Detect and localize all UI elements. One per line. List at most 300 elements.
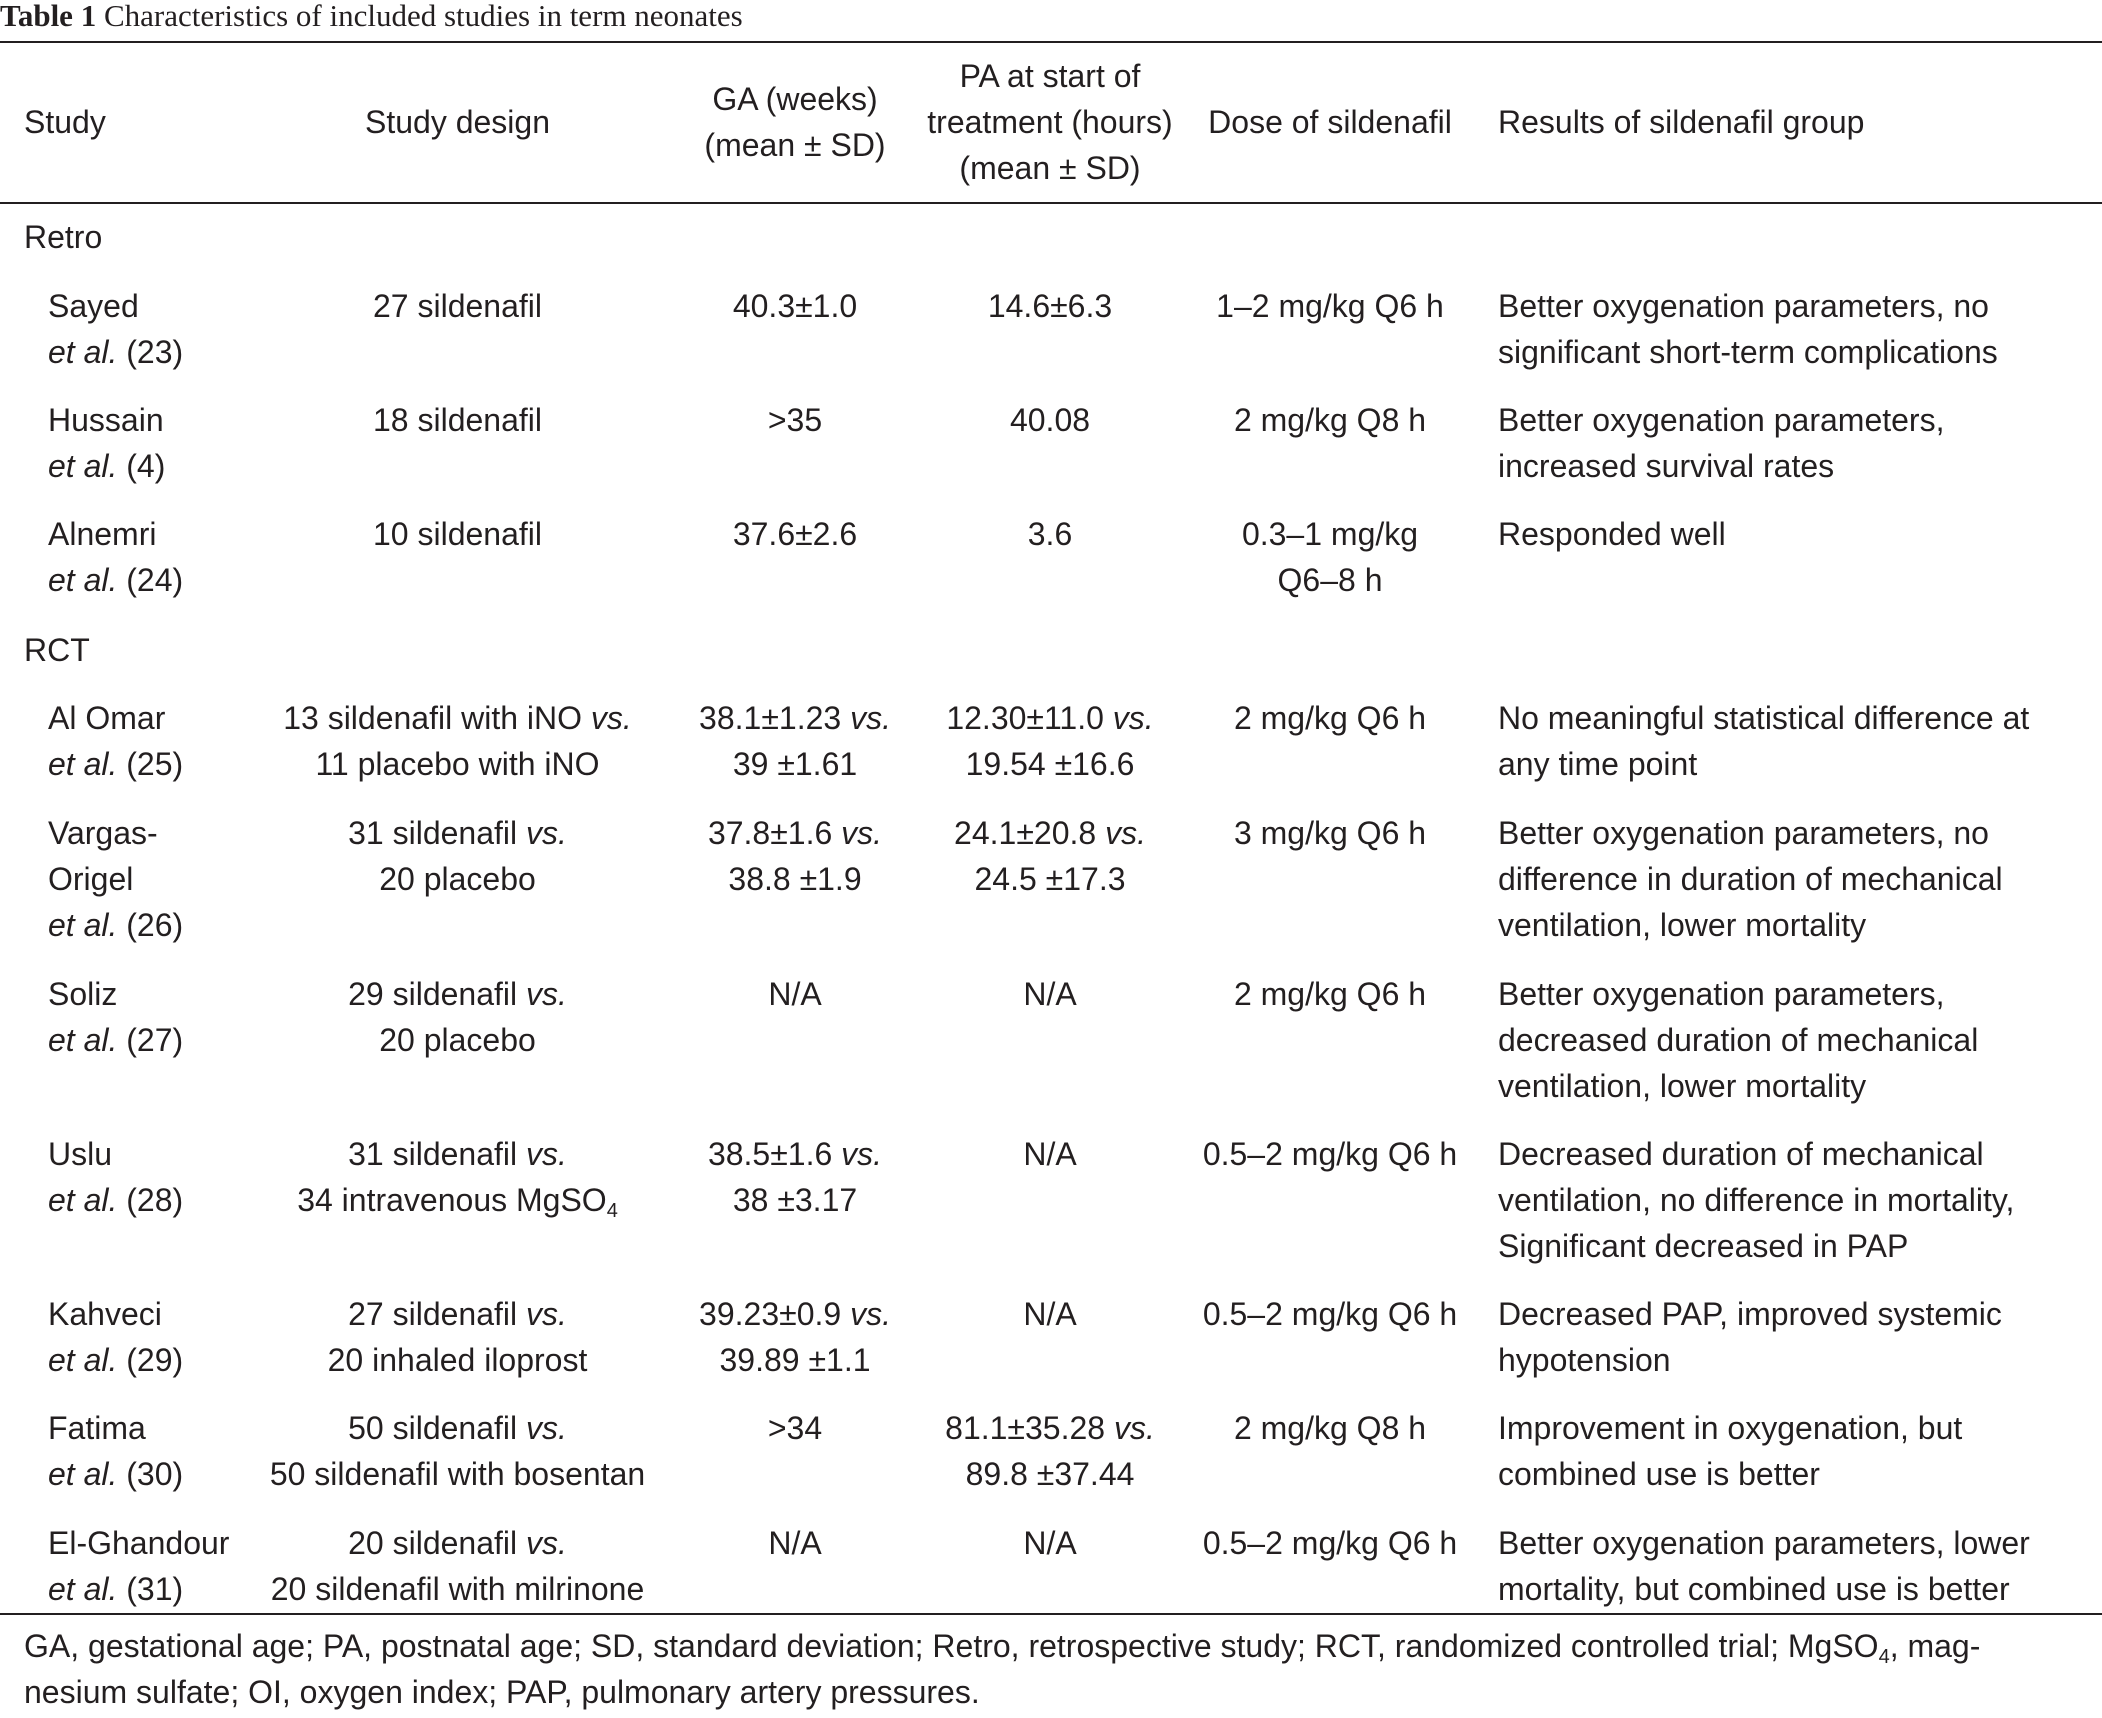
cell-dose — [1180, 511, 1480, 603]
cell-line — [255, 1451, 660, 1497]
header-line: Study design — [364, 104, 550, 140]
cell-line — [920, 741, 1180, 787]
cell-design — [255, 283, 660, 329]
text: combined use is better — [1498, 1456, 1820, 1492]
header-line: GA (weeks) — [712, 81, 878, 117]
cell-line — [670, 856, 920, 902]
cell-pa — [920, 1405, 1180, 1497]
table-caption — [0, 0, 2102, 40]
emphasis: et al. — [48, 746, 118, 782]
cell-line — [670, 283, 920, 329]
cell-line — [255, 1566, 660, 1612]
cell-line — [1498, 1566, 2098, 1612]
text: N/A — [1023, 1525, 1077, 1561]
text: 10 sildenafil — [373, 516, 542, 552]
footnote-text-c: nesium sulfate; OI, oxygen index; PAP, pulmonary artery pressures. — [24, 1674, 980, 1710]
cell-line — [1180, 695, 1480, 741]
emphasis: et al. — [48, 334, 118, 370]
text: (28) — [117, 1182, 184, 1218]
cell-dose — [1180, 1291, 1480, 1337]
cell-study — [48, 283, 254, 375]
text: 50 sildenafil — [348, 1410, 526, 1446]
text: 13 sildenafil with iNO — [283, 700, 591, 736]
text: 20 inhaled iloprost — [327, 1342, 588, 1378]
text: >35 — [767, 402, 823, 438]
table-title: Characteristics of included studies in term neonates — [103, 0, 743, 33]
cell-line — [48, 856, 254, 902]
cell-line — [670, 1337, 920, 1383]
text: 39.89 ±1.1 — [719, 1342, 871, 1378]
cell-line — [48, 397, 254, 443]
cell-line — [48, 511, 254, 557]
text: Responded well — [1498, 516, 1726, 552]
cell-line — [1180, 810, 1480, 856]
cell-dose — [1180, 1131, 1480, 1177]
text: difference in duration of mechanical — [1498, 861, 2003, 897]
cell-line — [670, 1131, 920, 1177]
cell-line — [48, 1291, 254, 1337]
cell-results — [1498, 1291, 2098, 1383]
cell-results — [1498, 1131, 2098, 1269]
cell-pa — [920, 511, 1180, 557]
emphasis: vs. — [850, 700, 891, 736]
cell-dose — [1180, 283, 1480, 329]
cell-line — [920, 1291, 1180, 1337]
header-line: treatment (hours) — [927, 104, 1173, 140]
cell-study — [48, 695, 254, 787]
cell-study — [48, 1291, 254, 1383]
cell-study — [48, 1405, 254, 1497]
text: Better oxygenation parameters, no — [1498, 815, 1989, 851]
emphasis: vs. — [526, 976, 567, 1012]
cell-line — [1498, 1063, 2098, 1109]
text: 0.5–2 mg/kg Q6 h — [1202, 1525, 1458, 1561]
cell-design — [255, 1520, 660, 1612]
text: Decreased PAP, improved systemic — [1498, 1296, 2002, 1332]
header-ga — [670, 76, 920, 168]
text: Hussain — [48, 402, 164, 438]
header-line: Study — [24, 104, 106, 140]
text: 31 sildenafil — [348, 815, 526, 851]
text: Vargas- — [48, 815, 158, 851]
header-dose — [1180, 99, 1480, 145]
cell-line — [920, 511, 1180, 557]
cell-line — [48, 971, 254, 1017]
cell-dose — [1180, 810, 1480, 856]
cell-line — [920, 856, 1180, 902]
cell-line — [1498, 902, 2098, 948]
cell-line — [1498, 1405, 2098, 1451]
text: Significant decreased in PAP — [1498, 1228, 1909, 1264]
cell-line — [1498, 1337, 2098, 1383]
cell-study — [48, 971, 254, 1063]
cell-pa — [920, 1520, 1180, 1566]
cell-results — [1498, 1520, 2098, 1612]
cell-line — [1180, 511, 1480, 557]
text: 29 sildenafil — [348, 976, 526, 1012]
cell-design — [255, 695, 660, 787]
emphasis: et al. — [48, 1456, 118, 1492]
text: 38.8 ±1.9 — [728, 861, 862, 897]
cell-line — [920, 1131, 1180, 1177]
text: 2 mg/kg Q6 h — [1233, 976, 1427, 1012]
cell-dose — [1180, 971, 1480, 1017]
cell-line — [48, 695, 254, 741]
header-line: Results of sildenafil group — [1498, 104, 1865, 140]
cell-pa — [920, 695, 1180, 787]
cell-line — [1498, 1131, 2098, 1177]
cell-line — [670, 397, 920, 443]
header-pa — [920, 53, 1180, 191]
cell-line — [255, 1337, 660, 1383]
cell-results — [1498, 397, 2098, 489]
text: ventilation, lower mortality — [1498, 1068, 1867, 1104]
footnote-text-a: GA, gestational age; PA, postnatal age; SD, standard deviation; Retro, retrospective study; RCT, randomized controlled trial; MgSO — [24, 1628, 1879, 1664]
cell-line — [255, 1520, 660, 1566]
text: (31) — [117, 1571, 184, 1607]
text: (24) — [117, 562, 184, 598]
cell-line — [255, 1017, 660, 1063]
cell-ga — [670, 1405, 920, 1451]
text: 2 mg/kg Q8 h — [1233, 1410, 1427, 1446]
cell-line — [920, 397, 1180, 443]
cell-line — [1498, 1177, 2098, 1223]
text: N/A — [1023, 976, 1077, 1012]
emphasis: vs. — [526, 815, 567, 851]
cell-study — [48, 397, 254, 489]
emphasis: vs. — [1112, 700, 1154, 736]
header-rule — [0, 202, 2102, 204]
cell-line — [255, 741, 660, 787]
cell-line — [920, 1405, 1180, 1451]
cell-line — [255, 856, 660, 902]
text: N/A — [1023, 1136, 1077, 1172]
cell-line — [48, 283, 254, 329]
header-results — [1498, 99, 2098, 145]
cell-line — [48, 741, 254, 787]
group-label: RCT — [24, 632, 90, 668]
cell-pa — [920, 810, 1180, 902]
cell-line — [48, 902, 254, 948]
header-line: (mean ± SD) — [704, 127, 886, 163]
cell-design — [255, 397, 660, 443]
emphasis: et al. — [48, 448, 118, 484]
cell-line — [920, 1451, 1180, 1497]
text: 27 sildenafil — [348, 1296, 526, 1332]
text: 89.8 ±37.44 — [965, 1456, 1135, 1492]
cell-line — [1498, 397, 2098, 443]
cell-line — [920, 971, 1180, 1017]
text: (29) — [117, 1342, 184, 1378]
cell-line — [48, 1177, 254, 1223]
cell-line — [1180, 971, 1480, 1017]
cell-line — [48, 1131, 254, 1177]
text: 20 placebo — [379, 1022, 536, 1058]
cell-line — [1180, 397, 1480, 443]
cell-line — [1498, 283, 2098, 329]
cell-line — [1180, 1520, 1480, 1566]
cell-line — [670, 1405, 920, 1451]
cell-line — [670, 1177, 920, 1223]
emphasis: vs. — [841, 1136, 883, 1172]
header-line: Dose of sildenafil — [1208, 104, 1452, 140]
cell-line — [255, 1291, 660, 1337]
text: 3 mg/kg Q6 h — [1233, 815, 1427, 851]
cell-line — [1180, 283, 1480, 329]
cell-pa — [920, 971, 1180, 1017]
text: 20 sildenafil — [348, 1525, 526, 1561]
cell-ga — [670, 1520, 920, 1566]
cell-ga — [670, 1291, 920, 1383]
text: 34 intravenous MgSO — [297, 1182, 607, 1218]
cell-line — [48, 1017, 254, 1063]
cell-line — [255, 1131, 660, 1177]
cell-line — [48, 810, 254, 856]
text: (4) — [117, 448, 166, 484]
text: increased survival rates — [1498, 448, 1835, 484]
cell-design — [255, 511, 660, 557]
text: 38 ±3.17 — [732, 1182, 858, 1218]
cell-line — [255, 397, 660, 443]
text: Q6–8 h — [1277, 562, 1383, 598]
text: 37.6±2.6 — [732, 516, 858, 552]
header-design — [255, 99, 660, 145]
footnote-text-b: , mag- — [1889, 1628, 1981, 1664]
cell-line — [255, 283, 660, 329]
text: Better oxygenation parameters, lower — [1498, 1525, 2030, 1561]
cell-results — [1498, 1405, 2098, 1497]
emphasis: vs. — [850, 1296, 891, 1332]
cell-pa — [920, 397, 1180, 443]
text: 31 sildenafil — [348, 1136, 526, 1172]
text: (27) — [117, 1022, 184, 1058]
cell-ga — [670, 283, 920, 329]
cell-line — [255, 511, 660, 557]
cell-dose — [1180, 1520, 1480, 1566]
emphasis: et al. — [48, 1571, 118, 1607]
cell-line — [670, 741, 920, 787]
text: Kahveci — [48, 1296, 162, 1332]
text: N/A — [768, 976, 822, 1012]
cell-line — [48, 1451, 254, 1497]
emphasis: vs. — [526, 1296, 567, 1332]
text: 50 sildenafil with bosentan — [269, 1456, 646, 1492]
cell-line — [1180, 1131, 1480, 1177]
cell-study — [48, 1131, 254, 1223]
cell-dose — [1180, 695, 1480, 741]
text: El-Ghandour — [48, 1525, 230, 1561]
text: 81.1±35.28 — [945, 1410, 1114, 1446]
cell-line — [255, 971, 660, 1017]
text: Better oxygenation parameters, no — [1498, 288, 1989, 324]
emphasis: et al. — [48, 1022, 118, 1058]
cell-line — [1498, 511, 2098, 557]
cell-design — [255, 1405, 660, 1497]
cell-line — [48, 1405, 254, 1451]
text: (30) — [117, 1456, 184, 1492]
text: 2 mg/kg Q6 h — [1233, 700, 1427, 736]
text: N/A — [768, 1525, 822, 1561]
cell-line — [920, 695, 1180, 741]
cell-study — [48, 511, 254, 603]
top-rule — [0, 41, 2102, 43]
text: 39.23±0.9 — [699, 1296, 851, 1332]
group-label: Retro — [24, 219, 103, 255]
cell-line — [1180, 557, 1480, 603]
text: (25) — [117, 746, 184, 782]
cell-line — [1498, 856, 2098, 902]
text: Fatima — [48, 1410, 146, 1446]
cell-pa — [920, 283, 1180, 329]
emphasis: vs. — [526, 1525, 567, 1561]
text: significant short-term complications — [1498, 334, 1998, 370]
cell-results — [1498, 810, 2098, 948]
cell-ga — [670, 695, 920, 787]
cell-line — [1498, 695, 2098, 741]
text: 20 placebo — [379, 861, 536, 897]
cell-line — [1498, 1291, 2098, 1337]
cell-ga — [670, 971, 920, 1017]
cell-ga — [670, 397, 920, 443]
text: Al Omar — [48, 700, 166, 736]
cell-line — [255, 695, 660, 741]
cell-line — [1498, 1223, 2098, 1269]
emphasis: et al. — [48, 907, 118, 943]
cell-results — [1498, 511, 2098, 557]
text: Origel — [48, 861, 134, 897]
cell-design — [255, 1291, 660, 1383]
emphasis: vs. — [526, 1136, 567, 1172]
text: Uslu — [48, 1136, 113, 1172]
cell-dose — [1180, 397, 1480, 443]
cell-design — [255, 1131, 660, 1223]
text: 2 mg/kg Q8 h — [1233, 402, 1427, 438]
cell-line — [1498, 443, 2098, 489]
text: ventilation, lower mortality — [1498, 907, 1867, 943]
text: 0.5–2 mg/kg Q6 h — [1202, 1296, 1458, 1332]
text: 27 sildenafil — [373, 288, 542, 324]
text: 40.3±1.0 — [732, 288, 858, 324]
text: 40.08 — [1009, 402, 1091, 438]
text: (26) — [117, 907, 184, 943]
emphasis: et al. — [48, 1182, 118, 1218]
text: 0.5–2 mg/kg Q6 h — [1202, 1136, 1458, 1172]
text: 39 ±1.61 — [732, 746, 858, 782]
cell-line — [255, 810, 660, 856]
cell-line — [1180, 1291, 1480, 1337]
bottom-rule — [0, 1613, 2102, 1615]
text: 24.1±20.8 — [954, 815, 1106, 851]
text: mortality, but combined use is better — [1498, 1571, 2010, 1607]
text: 3.6 — [1027, 516, 1073, 552]
cell-line — [48, 443, 254, 489]
emphasis: vs. — [1113, 1410, 1155, 1446]
emphasis: vs. — [841, 815, 883, 851]
text: 11 placebo with iNO — [315, 746, 600, 782]
cell-line — [1498, 971, 2098, 1017]
text: Soliz — [48, 976, 118, 1012]
cell-line — [670, 695, 920, 741]
text: N/A — [1023, 1296, 1077, 1332]
cell-line — [48, 1566, 254, 1612]
cell-study — [48, 1520, 254, 1612]
table-footnote — [24, 1623, 2084, 1715]
emphasis: vs. — [1105, 815, 1146, 851]
header-line: PA at start of — [959, 58, 1141, 94]
text: No meaningful statistical difference at — [1498, 700, 2030, 736]
text: 18 sildenafil — [373, 402, 542, 438]
cell-line — [48, 557, 254, 603]
cell-line — [255, 1405, 660, 1451]
cell-pa — [920, 1291, 1180, 1337]
text: Decreased duration of mechanical — [1498, 1136, 1984, 1172]
text: 24.5 ±17.3 — [974, 861, 1126, 897]
header-study — [24, 99, 254, 145]
cell-line — [670, 511, 920, 557]
cell-line — [920, 283, 1180, 329]
cell-line — [920, 1520, 1180, 1566]
cell-results — [1498, 283, 2098, 375]
text: 12.30±11.0 — [946, 700, 1113, 736]
text: 14.6±6.3 — [987, 288, 1113, 324]
cell-line — [1498, 741, 2098, 787]
text: Sayed — [48, 288, 139, 324]
text: 19.54 ±16.6 — [965, 746, 1135, 782]
text: (23) — [117, 334, 184, 370]
text: 38.1±1.23 — [699, 700, 851, 736]
cell-line — [48, 1337, 254, 1383]
cell-line — [670, 1520, 920, 1566]
cell-line — [1498, 1451, 2098, 1497]
text: 0.3–1 mg/kg — [1241, 516, 1419, 552]
cell-line — [48, 329, 254, 375]
emphasis: et al. — [48, 1342, 118, 1378]
cell-results — [1498, 695, 2098, 787]
text: 1–2 mg/kg Q6 h — [1216, 288, 1444, 324]
text: decreased duration of mechanical — [1498, 1022, 1979, 1058]
cell-line — [670, 1291, 920, 1337]
text: any time point — [1498, 746, 1698, 782]
cell-pa — [920, 1131, 1180, 1177]
emphasis: vs. — [590, 700, 632, 736]
cell-design — [255, 810, 660, 902]
cell-line — [920, 810, 1180, 856]
text: hypotension — [1498, 1342, 1671, 1378]
cell-design — [255, 971, 660, 1063]
cell-ga — [670, 511, 920, 557]
cell-dose — [1180, 1405, 1480, 1451]
text: 37.8±1.6 — [707, 815, 842, 851]
subscript: 4 — [606, 1200, 618, 1222]
text: Alnemri — [48, 516, 157, 552]
cell-line — [1498, 810, 2098, 856]
text: Improvement in oxygenation, but — [1498, 1410, 1963, 1446]
header-line: (mean ± SD) — [959, 150, 1141, 186]
cell-line — [670, 971, 920, 1017]
text: ventilation, no difference in mortality, — [1498, 1182, 2015, 1218]
cell-line — [1498, 1520, 2098, 1566]
footnote-subscript: 4 — [1878, 1646, 1890, 1668]
text: 38.5±1.6 — [707, 1136, 842, 1172]
cell-line — [1498, 329, 2098, 375]
cell-line — [1180, 1405, 1480, 1451]
table-label: Table 1 — [0, 0, 97, 33]
text: >34 — [767, 1410, 823, 1446]
text: Better oxygenation parameters, — [1498, 402, 1945, 438]
cell-results — [1498, 971, 2098, 1109]
emphasis: et al. — [48, 562, 118, 598]
emphasis: vs. — [526, 1410, 567, 1446]
